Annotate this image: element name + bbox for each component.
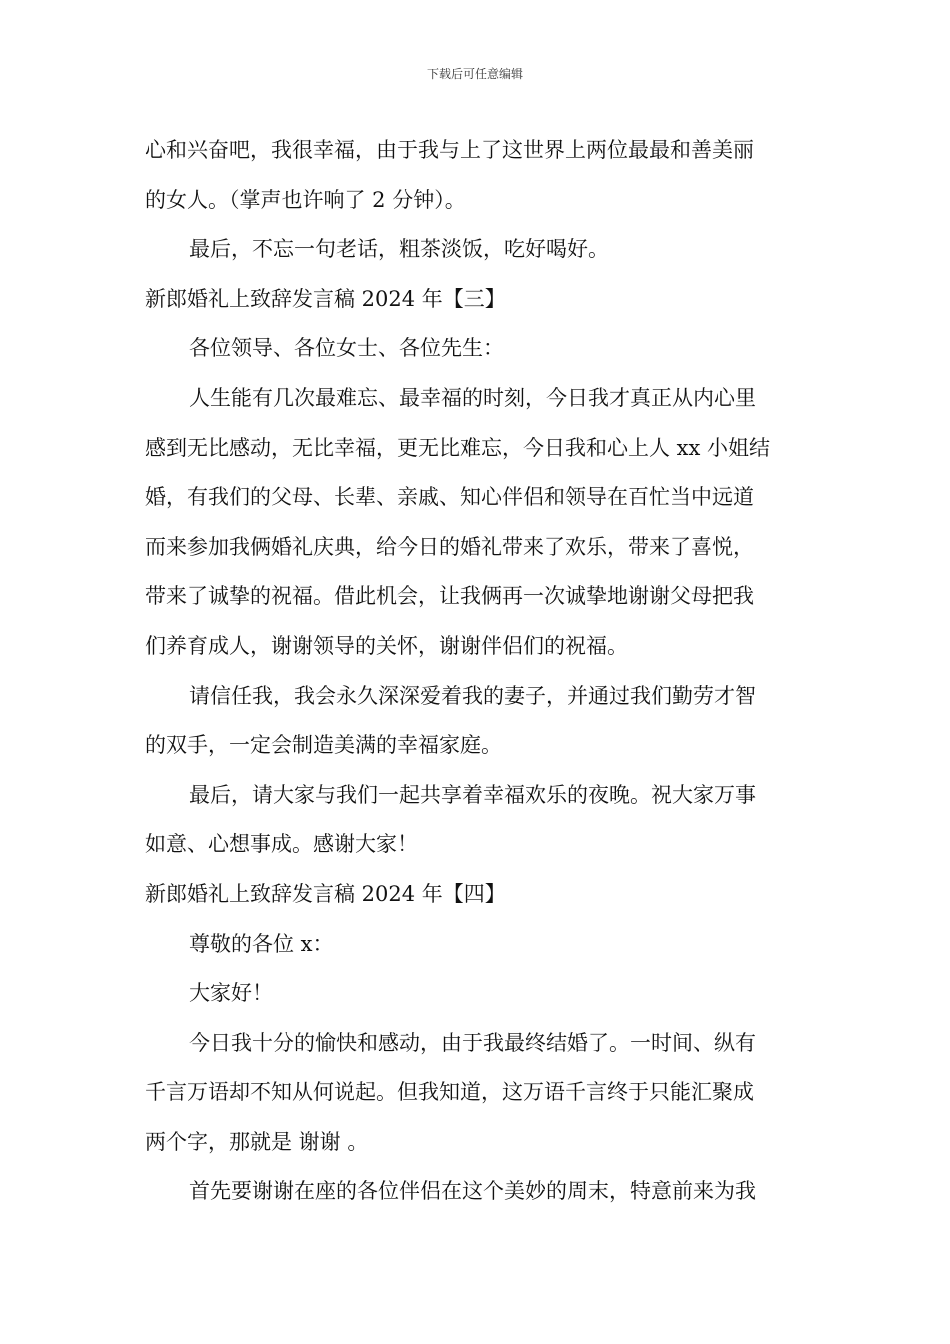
text-line: 婚，有我们的父母、长辈、亲戚、知心伴侣和领导在百忙当中远道 xyxy=(145,485,754,510)
text-line: 人生能有几次最难忘、最幸福的时刻，今日我才真正从内心里 xyxy=(189,385,756,410)
text-line: 的双手，一定会制造美满的幸福家庭。 xyxy=(145,733,502,758)
text-line: 最后，请大家与我们一起共享着幸福欢乐的夜晚。祝大家万事 xyxy=(189,782,756,807)
section-heading: 新郎婚礼上致辞发言稿 2024 年【三】 xyxy=(145,286,506,311)
text-line: 两个字，那就是 谢谢 。 xyxy=(145,1129,369,1154)
text-line: 们养育成人，谢谢领导的关怀，谢谢伴侣们的祝福。 xyxy=(145,633,628,658)
text-line: 最后，不忘一句老话，粗茶淡饭，吃好喝好。 xyxy=(189,237,609,262)
section-heading: 新郎婚礼上致辞发言稿 2024 年【四】 xyxy=(145,881,506,906)
text-line: 如意、心想事成。感谢大家！ xyxy=(145,832,418,857)
text-line: 今日我十分的愉快和感动，由于我最终结婚了。一时间、纵有 xyxy=(189,1030,756,1055)
text-line: 千言万语却不知从何说起。但我知道，这万语千言终于只能汇聚成 xyxy=(145,1080,754,1105)
text-line: 带来了诚挚的祝福。借此机会，让我俩再一次诚挚地谢谢父母把我 xyxy=(145,584,754,609)
text-line: 请信任我，我会永久深深爱着我的妻子，并通过我们勤劳才智 xyxy=(189,683,756,708)
text-line: 的女人。（掌声也许响了 2 分钟）。 xyxy=(145,187,466,212)
text-line: 心和兴奋吧，我很幸福，由于我与上了这世界上两位最最和善美丽 xyxy=(145,138,754,162)
text-line: 而来参加我俩婚礼庆典，给今日的婚礼带来了欢乐，带来了喜悦， xyxy=(145,534,754,559)
document-body xyxy=(145,126,805,1217)
text-line: 感到无比感动，无比幸福，更无比难忘，今日我和心上人 xx 小姐结 xyxy=(145,435,771,460)
text-line: 大家好！ xyxy=(189,981,273,1006)
text-line: 首先要谢谢在座的各位伴侣在这个美妙的周末，特意前来为我 xyxy=(189,1179,756,1204)
text-line: 各位领导、各位女士、各位先生： xyxy=(189,336,504,361)
text-line: 尊敬的各位 x： xyxy=(189,931,334,956)
page-header: 下载后可任意编辑 xyxy=(426,67,523,81)
